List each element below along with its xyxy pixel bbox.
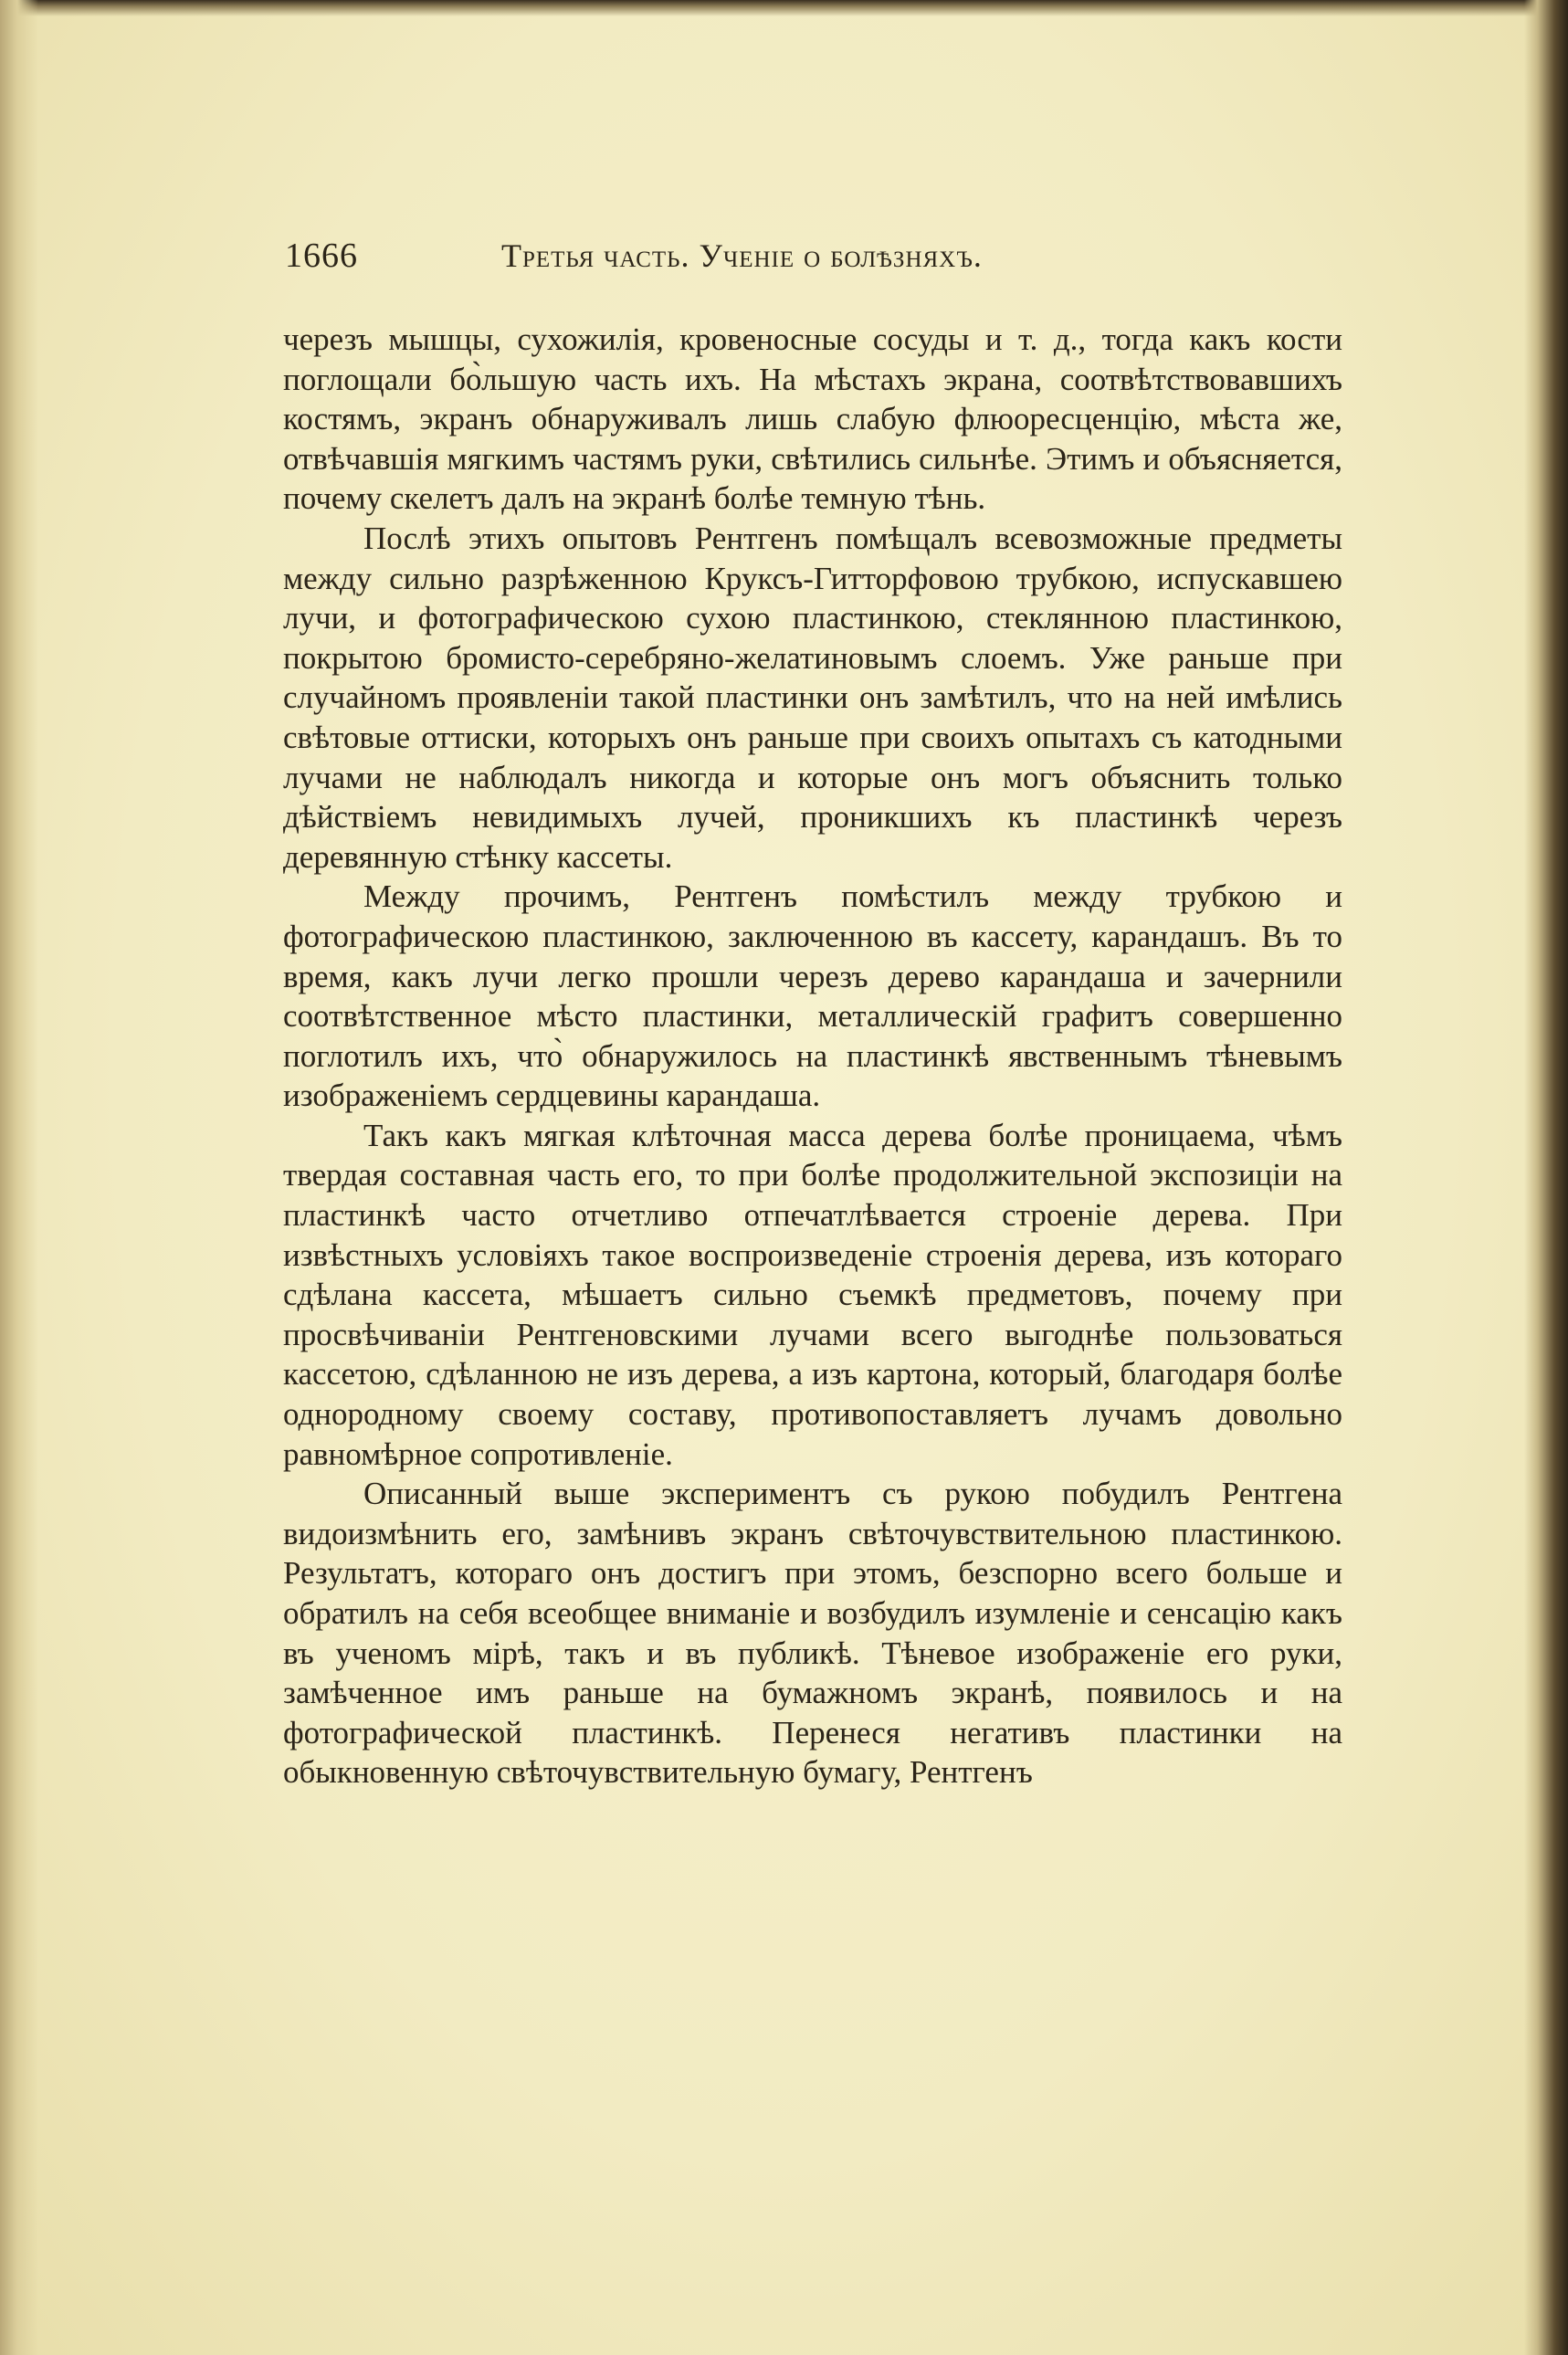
- running-title: Третья часть. Ученіе о болѣзняхъ.: [501, 237, 983, 274]
- paragraph-2: Послѣ этихъ опытовъ Рентгенъ помѣщалъ всевозможные предметы между сильно разрѣженною Круксъ-Гитторфовою трубкою, испускавшею лучи, и фотографическою сухою пластинкою, стеклянною пластинкою, покрытою бромисто-серебряно-желатиновымъ слоемъ. Уже раньше при случайномъ проявленіи такой пластинки онъ замѣтилъ, что на ней имѣлись свѣтовые оттиски, которыхъ онъ раньше при своихъ опытахъ съ катодными лучами не наблюдалъ никогда и которые онъ могъ объяснить только дѣйствіемъ невидимыхъ лучей, проникшихъ къ пластинкѣ черезъ деревянную стѣнку кассеты.: [283, 520, 1342, 875]
- page-number: 1666: [285, 237, 358, 275]
- page-right-edge-shadow: [1524, 0, 1568, 2355]
- paragraph-4: Такъ какъ мягкая клѣточная масса дерева болѣе проницаема, чѣмъ твердая составная часть его, то при болѣе продолжительной экспозиціи на пластинкѣ часто отчетливо отпечатлѣвается строеніе дерева. При извѣстныхъ условіяхъ такое воспроизведеніе строенія дерева, изъ котораго сдѣлана кассета, мѣшаетъ сильно съемкѣ предметовъ, почему при просвѣчиваніи Рентгеновскими лучами всего выгоднѣе пользоваться кассетою, сдѣланною не изъ дерева, а изъ картона, который, благодаря болѣе однородному своему составу, противопоставляетъ лучамъ довольно равномѣрное сопротивленіе.: [283, 1117, 1342, 1472]
- paragraph-1: черезъ мышцы, сухожилія, кровеносные сосуды и т. д., тогда какъ кости поглощали бо̀льшую часть ихъ. На мѣстахъ экрана, соотвѣтствовавшихъ костямъ, экранъ обнаруживалъ лишь слабую флюоресценцію, мѣста же, отвѣчавшія мягкимъ частямъ руки, свѣтились сильнѣе. Этимъ и объясняется, почему скелетъ далъ на экранѣ болѣе темную тѣнь.: [283, 321, 1342, 517]
- page-top-edge-shadow: [0, 0, 1568, 16]
- body-text: [283, 320, 1342, 1793]
- page-left-edge-shadow: [0, 0, 38, 2355]
- paragraph-3: Между прочимъ, Рентгенъ помѣстилъ между трубкою и фотографическою пластинкою, заключенною въ кассету, карандашъ. Въ то время, какъ лучи легко прошли черезъ дерево карандаша и зачернили соотвѣтственное мѣсто пластинки, металлическій графитъ совершенно поглотилъ ихъ, что̀ обнаружилось на пластинкѣ явственнымъ тѣневымъ изображеніемъ сердцевины карандаша.: [283, 878, 1342, 1114]
- paragraph-5: Описанный выше экспериментъ съ рукою побудилъ Рентгена видоизмѣнить его, замѣнивъ экранъ свѣточувствительною пластинкою. Результатъ, котораго онъ достигъ при этомъ, безспорно всего больше и обратилъ на себя всеобщее вниманіе и возбудилъ изумленіе и сенсацію какъ въ ученомъ мірѣ, такъ и въ публикѣ. Тѣневое изображеніе его руки, замѣченное имъ раньше на бумажномъ экранѣ, появилось и на фотографической пластинкѣ. Перенеся негативъ пластинки на обыкновенную свѣточувствительную бумагу, Рентгенъ: [283, 1476, 1342, 1791]
- page-header: [285, 233, 1344, 279]
